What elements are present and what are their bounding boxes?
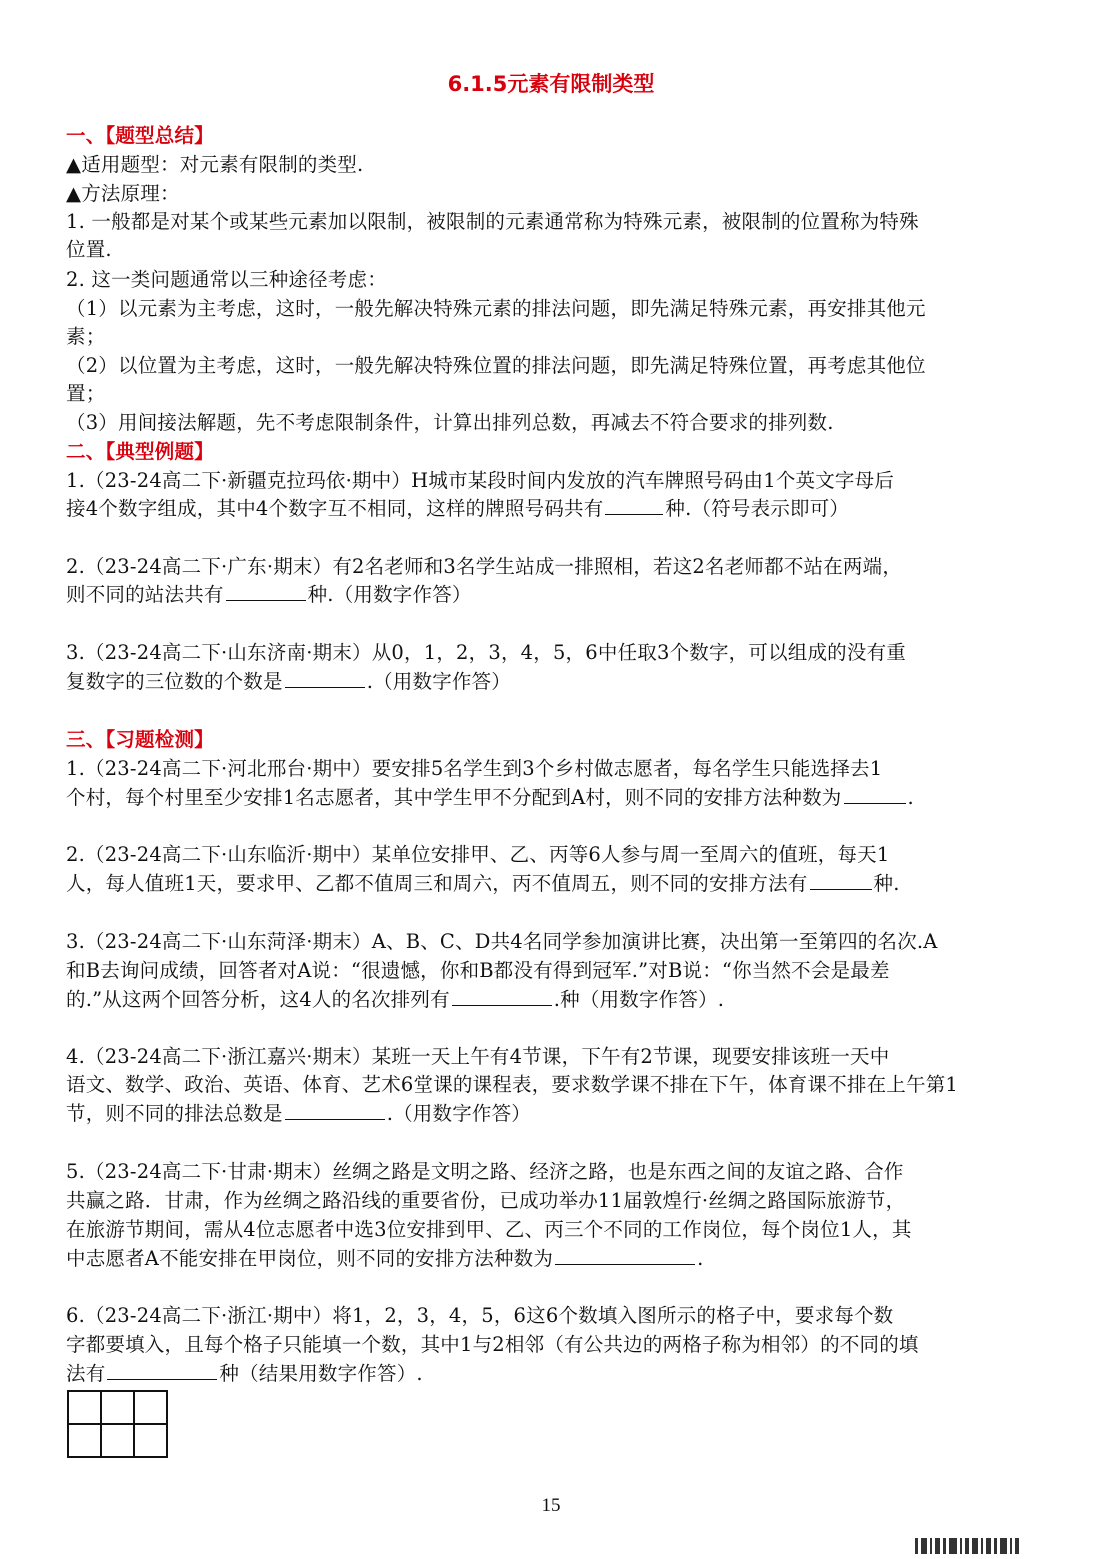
text-line: 1. 一般都是对某个或某些元素加以限制，被限制的元素通常称为特殊元素，被限制的位置称为特殊 (66, 210, 919, 233)
example-2-line-2 (66, 581, 1046, 609)
text-fragment: 个村，每个村里至少安排1名志愿者，其中学生甲不分配到A村，则不同的安排方法种数为 (66, 786, 842, 809)
exercise-5-line-4 (66, 1245, 1046, 1273)
answer-blank[interactable] (107, 1361, 217, 1380)
exercise-6-line-1: 6.（23-24高二下·浙江·期中）将1，2，3，4，5，6这6个数填入图所示的格子中，要求每个数 (66, 1304, 894, 1327)
text-line: 素； (66, 325, 106, 348)
text-fragment: 复数字的三位数的个数是 (66, 670, 283, 693)
grid-cell (135, 1392, 168, 1425)
exercise-4-line-1: 4.（23-24高二下·浙江嘉兴·期末）某班一天上午有4节课，下午有2节课，现要安排该班一天中 (66, 1045, 890, 1068)
exercise-1-line-1: 1.（23-24高二下·河北邢台·期中）要安排5名学生到3个乡村做志愿者，每名学生只能选择去1 (66, 757, 883, 780)
text-fragment: 中志愿者A不能安排在甲岗位，则不同的安排方法种数为 (66, 1247, 554, 1270)
exercise-1-line-2 (66, 784, 1046, 812)
text-line: （3）用间接法解题，先不考虑限制条件，计算出排列总数，再减去不符合要求的排列数. (66, 411, 834, 434)
text-line: 置； (66, 382, 106, 405)
answer-blank[interactable] (810, 871, 872, 890)
exercise-4-line-3 (66, 1100, 1046, 1128)
exercise-3-line-3 (66, 986, 1046, 1014)
text-fragment: .（用数字作答） (386, 1102, 532, 1125)
answer-blank[interactable] (844, 785, 906, 804)
text-line: ▲适用题型：对元素有限制的类型. (66, 153, 364, 176)
section-heading-summary: 一、【题型总结】 (66, 124, 214, 147)
text-fragment: .种（用数字作答）. (553, 988, 725, 1011)
exercise-5-line-2: 共赢之路．甘肃，作为丝绸之路沿线的重要省份，已成功举办11届敦煌行·丝绸之路国际旅游节， (66, 1189, 906, 1212)
text-fragment: 种. (873, 872, 900, 895)
exercise-6-line-3 (66, 1360, 1046, 1388)
grid-cell (135, 1425, 168, 1458)
exercise-4-line-2: 语文、数学、政治、英语、体育、艺术6堂课的课程表，要求数学课不排在下午，体育课不排在上午第1 (66, 1073, 959, 1096)
example-1-line-1: 1.（23-24高二下·新疆克拉玛依·期中）H城市某段时间内发放的汽车牌照号码由1个英文字母后 (66, 469, 895, 492)
grid-cell (69, 1392, 102, 1425)
grid-cell (69, 1425, 102, 1458)
answer-blank[interactable] (605, 496, 663, 515)
exercise-3-line-2: 和B去询问成绩，回答者对A说：“很遗憾，你和B都没有得到冠军.”对B说：“你当然不会是最差 (66, 959, 890, 982)
text-line: ▲方法原理： (66, 182, 180, 205)
section-heading-exercises: 三、【习题检测】 (66, 728, 214, 751)
text-fragment: . (907, 786, 914, 809)
answer-blank[interactable] (285, 669, 365, 688)
answer-blank[interactable] (285, 1101, 385, 1120)
exercise-6-line-2: 字都要填入，且每个格子只能填一个数，其中1与2相邻（有公共边的两格子称为相邻）的不同的填 (66, 1333, 919, 1356)
text-line: （1）以元素为主考虑，这时，一般先解决特殊元素的排法问题，即先满足特殊元素，再安排其他元 (66, 297, 926, 320)
text-line: 位置. (66, 238, 112, 261)
exercise-3-line-1: 3.（23-24高二下·山东菏泽·期末）A、B、C、D共4名同学参加演讲比赛，决出第一至第四的名次.A (66, 930, 938, 953)
example-1-line-2 (66, 495, 1046, 523)
answer-blank[interactable] (226, 582, 306, 601)
text-fragment: .（用数字作答） (366, 670, 512, 693)
exercise-5-line-1: 5.（23-24高二下·甘肃·期末）丝绸之路是文明之路、经济之路，也是东西之间的友谊之路、合作 (66, 1160, 904, 1183)
answer-blank[interactable] (452, 987, 552, 1006)
exercise-5-line-3: 在旅游节期间，需从4位志愿者中选3位安排到甲、乙、丙三个不同的工作岗位，每个岗位1人，其 (66, 1218, 912, 1241)
example-2-line-1: 2.（23-24高二下·广东·期末）有2名老师和3名学生站成一排照相，若这2名老师都不站在两端， (66, 555, 903, 578)
text-fragment: 接4个数字组成，其中4个数字互不相同，这样的牌照号码共有 (66, 497, 604, 520)
text-fragment: 人，每人值班1天，要求甲、乙都不值周三和周六，丙不值周五，则不同的安排方法有 (66, 872, 808, 895)
text-fragment: 的.”从这两个回答分析，这4人的名次排列有 (66, 988, 450, 1011)
text-line: 2. 这一类问题通常以三种途径考虑： (66, 268, 387, 291)
exercise-2-line-1: 2.（23-24高二下·山东临沂·期中）某单位安排甲、乙、丙等6人参与周一至周六的值班，每天1 (66, 843, 890, 866)
text-fragment: 种.（符号表示即可） (665, 497, 850, 520)
text-fragment: 则不同的站法共有 (66, 583, 224, 606)
page-title: 6.1.5元素有限制类型 (447, 72, 655, 96)
text-fragment: 法有 (66, 1362, 106, 1385)
grid-cell (102, 1425, 135, 1458)
text-line: （2）以位置为主考虑，这时，一般先解决特殊位置的排法问题，即先满足特殊位置，再考虑其他位 (66, 354, 926, 377)
watermark-barcode-icon (915, 1538, 1075, 1556)
text-fragment: 种（结果用数字作答）. (219, 1362, 423, 1385)
example-3-line-2 (66, 668, 1046, 696)
grid-cell (102, 1392, 135, 1425)
text-fragment: . (697, 1247, 704, 1270)
exercise-2-line-2 (66, 870, 1046, 898)
answer-blank[interactable] (555, 1246, 695, 1265)
text-fragment: 种.（用数字作答） (307, 583, 472, 606)
number-grid-figure (67, 1390, 168, 1458)
page-number: 15 (541, 1495, 561, 1516)
example-3-line-1: 3.（23-24高二下·山东济南·期末）从0，1，2，3，4，5，6中任取3个数字，可以组成的没有重 (66, 641, 906, 664)
text-fragment: 节，则不同的排法总数是 (66, 1102, 283, 1125)
section-heading-examples: 二、【典型例题】 (66, 440, 214, 463)
